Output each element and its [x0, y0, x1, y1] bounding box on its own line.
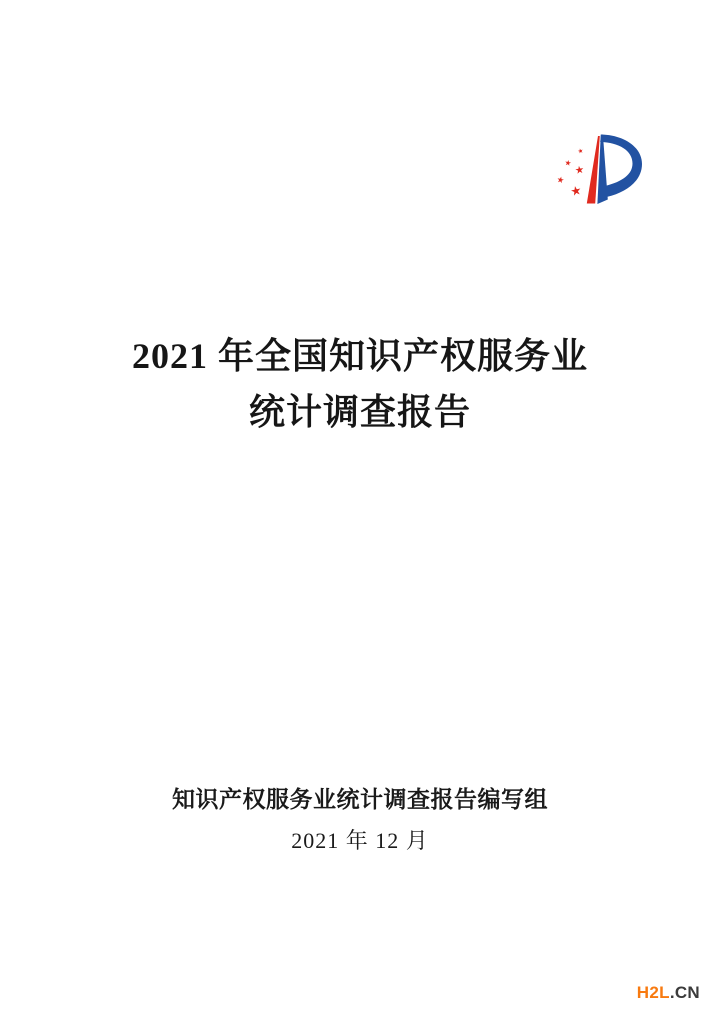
- cnipa-logo-icon: [548, 128, 648, 210]
- report-title-line2: 统计调查报告: [248, 392, 471, 432]
- report-author: 知识产权服务业统计调查报告编写组: [172, 787, 548, 812]
- site-watermark: [637, 983, 700, 1003]
- report-title: [0, 328, 720, 440]
- watermark-secondary: .CN: [669, 983, 700, 1002]
- logo-red-spire: [587, 136, 600, 204]
- report-date: 2021 年 12 月: [291, 828, 429, 853]
- logo-stars: [557, 148, 584, 196]
- logo-blue-bowl: [600, 135, 642, 197]
- report-footer: [0, 786, 720, 855]
- cnipa-logo: [548, 128, 648, 210]
- watermark-primary: H2L: [636, 983, 670, 1002]
- report-title-line1: 2021 年全国知识产权服务业: [131, 336, 588, 376]
